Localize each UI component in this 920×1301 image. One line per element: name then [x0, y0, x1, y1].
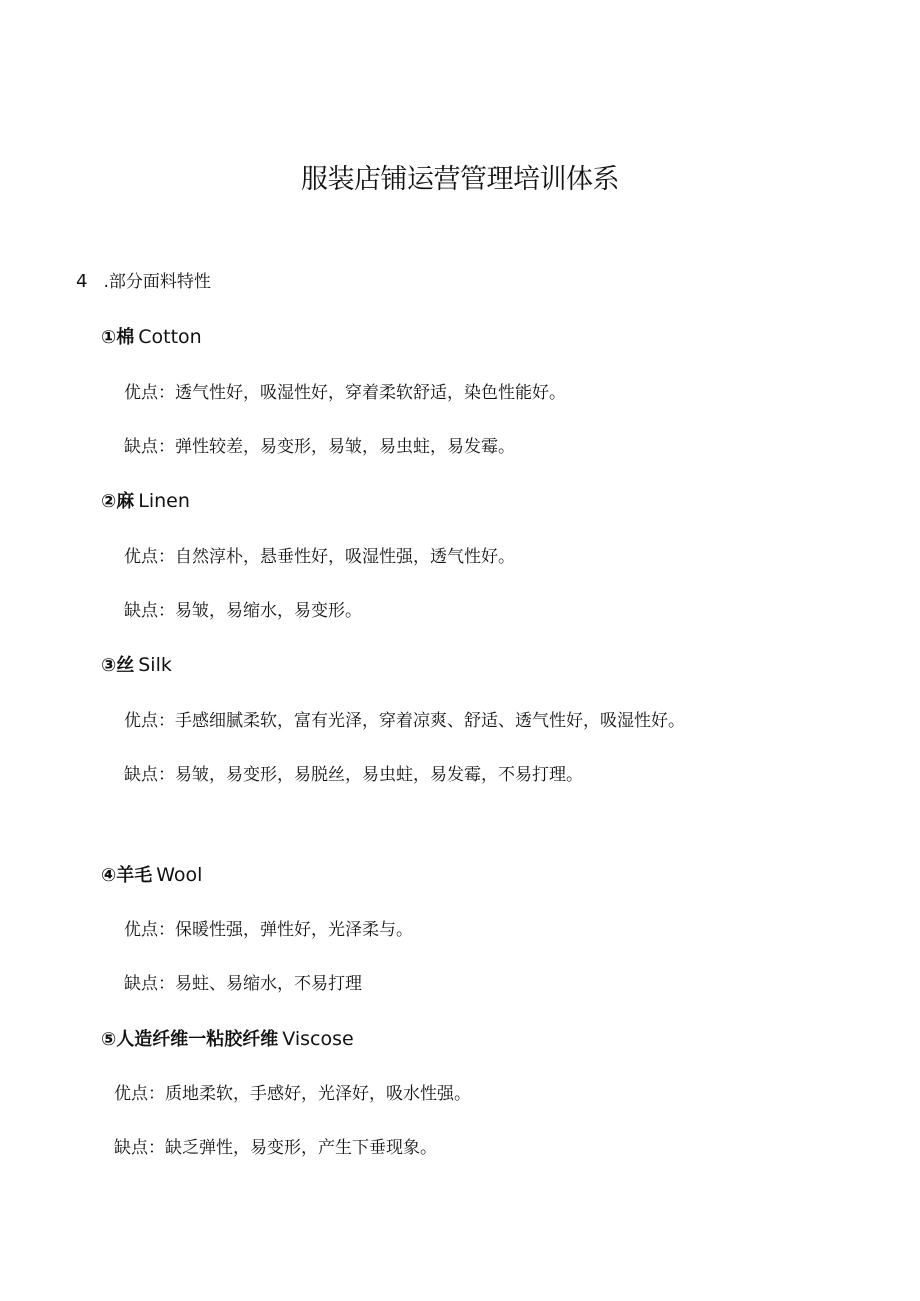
fabric-heading-viscose [101, 1027, 354, 1052]
fabric-name-en: Silk [138, 654, 172, 676]
fabric-name-cn: ③丝 [101, 655, 135, 676]
fabric-cons-viscose: 缺点：缺乏弹性，易变形，产生下垂现象。 [114, 1138, 437, 1158]
section-title: .部分面料特性 [103, 272, 211, 292]
fabric-name-en: Linen [138, 490, 190, 512]
fabric-name-cn: ④羊毛 [101, 865, 153, 886]
fabric-pros-viscose: 优点：质地柔软，手感好，光泽好，吸水性强。 [114, 1084, 471, 1104]
fabric-name-cn: ②麻 [101, 491, 135, 512]
section-number: 4 [76, 271, 88, 292]
fabric-heading-wool [101, 863, 202, 888]
fabric-pros-linen: 优点：自然淳朴，悬垂性好，吸湿性强，透气性好。 [124, 547, 515, 567]
fabric-pros-wool: 优点：保暖性强，弹性好，光泽柔与。 [124, 920, 413, 940]
fabric-cons-linen: 缺点：易皱，易缩水，易变形。 [124, 601, 362, 621]
fabric-name-en: Wool [156, 864, 203, 886]
fabric-heading-silk [101, 653, 172, 678]
fabric-name-en: Cotton [138, 326, 202, 348]
fabric-cons-silk: 缺点：易皱，易变形，易脱丝，易虫蛀，易发霉，不易打理。 [124, 765, 583, 785]
fabric-cons-wool: 缺点：易蛀、易缩水，不易打理 [124, 974, 362, 994]
fabric-heading-linen [101, 489, 190, 514]
fabric-cons-cotton: 缺点：弹性较差，易变形，易皱，易虫蛀，易发霉。 [124, 437, 515, 457]
document-title: 服装店铺运营管理培训体系 [301, 164, 619, 195]
section-heading [76, 270, 211, 294]
fabric-pros-silk: 优点：手感细腻柔软，富有光泽，穿着凉爽、舒适、透气性好，吸湿性好。 [124, 711, 685, 731]
fabric-name-en: Viscose [282, 1028, 354, 1050]
fabric-heading-cotton [101, 325, 202, 350]
fabric-pros-cotton: 优点：透气性好，吸湿性好，穿着柔软舒适，染色性能好。 [124, 383, 566, 403]
fabric-name-cn: ⑤人造纤维一粘胶纤维 [101, 1029, 279, 1050]
fabric-name-cn: ①棉 [101, 327, 135, 348]
